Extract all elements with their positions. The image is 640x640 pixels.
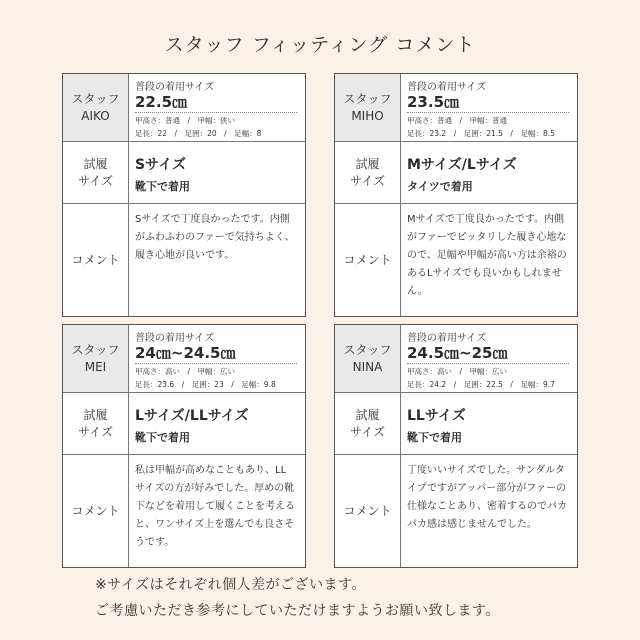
staff-name: AIKO <box>81 108 110 123</box>
dotted-divider <box>135 363 297 364</box>
staff-card-aiko <box>62 73 306 317</box>
usual-size-label: 普段の着用サイズ <box>135 82 215 93</box>
comment-cell <box>135 455 301 567</box>
usual-size-row <box>335 325 577 393</box>
trial-size-cell <box>407 393 573 454</box>
comment-label: コメント <box>343 503 392 518</box>
usual-size-row <box>63 325 305 393</box>
usual-size-row <box>335 74 577 142</box>
page-title: スタッフ フィッティング コメント <box>164 34 476 56</box>
trial-label-2: サイズ <box>349 424 386 439</box>
trial-label-cell <box>335 142 401 203</box>
usual-size-label: 普段の着用サイズ <box>135 333 215 344</box>
trial-size-value: Mサイズ/Lサイズ <box>407 157 517 173</box>
comment-text: Sサイズで丁度良かったです。内側がふわふわのファーで気持ちよく、履き心地が良いです。 <box>135 214 295 261</box>
usual-size-cell <box>135 74 301 141</box>
trial-label-cell <box>63 393 129 454</box>
dotted-divider <box>407 112 569 113</box>
trial-label-2: サイズ <box>349 173 386 188</box>
usual-size-label: 普段の着用サイズ <box>407 82 487 93</box>
foot-measure: 足長：23.6 / 足囲：23 / 足幅：9.8 <box>135 380 276 389</box>
usual-size-cell <box>407 325 573 392</box>
trial-label-cell <box>63 142 129 203</box>
usual-size-value: 24.5㎝~25㎝ <box>407 344 508 362</box>
usual-size-value: 24㎝~24.5㎝ <box>135 344 236 362</box>
staff-name: MEI <box>84 359 107 374</box>
comment-cell <box>135 204 301 316</box>
staff-name: MIHO <box>351 108 384 123</box>
comment-row <box>63 204 305 316</box>
comment-cell <box>407 455 573 567</box>
usual-size-label: 普段の着用サイズ <box>407 333 487 344</box>
trial-size-note: 靴下で着用 <box>135 180 190 193</box>
instep-measure: 甲高さ：高い / 甲幅：広い <box>407 367 508 376</box>
trial-size-row <box>63 393 305 455</box>
trial-size-cell <box>135 142 301 203</box>
trial-label-1: 試履 <box>83 407 108 422</box>
reference-note: ご考慮いただき参考にしていただけますようお願い致します。 <box>95 603 500 619</box>
comment-label: コメント <box>343 252 392 267</box>
trial-size-note: 靴下で着用 <box>407 431 462 444</box>
staff-label: スタッフ <box>343 91 392 106</box>
comment-text: Mサイズで丁度良かったです。内側がファーでピッタリした履き心地なので、足幅や甲幅が高い方は余裕のあるLサイズでも良いかもしれません。 <box>407 214 567 297</box>
comment-label: コメント <box>71 503 120 518</box>
size-disclaimer: ※サイズはそれぞれ個人差がございます。 <box>95 577 366 593</box>
usual-size-cell <box>407 74 573 141</box>
trial-label-1: 試履 <box>355 407 380 422</box>
comment-row <box>335 455 577 567</box>
comment-text: 丁度いいサイズでした。サンダルタイプですがアッパー部分がファーの仕様なことあり、密着するのでパカパカ感は感じませんでした。 <box>407 465 567 530</box>
instep-measure: 甲高さ：高い / 甲幅：広い <box>135 367 236 376</box>
staff-card-miho <box>334 73 578 317</box>
foot-measure: 足長：22 / 足囲：20 / 足幅：8 <box>135 129 262 138</box>
trial-size-note: 靴下で着用 <box>135 431 190 444</box>
staff-label-cell <box>63 74 129 141</box>
comment-row <box>63 455 305 567</box>
trial-label-2: サイズ <box>77 424 114 439</box>
staff-label: スタッフ <box>343 342 392 357</box>
comment-text: 私は甲幅が高めなこともあり、LLサイズの方が好みでした。厚めの靴下などを着用して履くことを考えると、ワンサイズ上を選んでも良さそうです。 <box>135 465 295 548</box>
staff-label: スタッフ <box>71 342 120 357</box>
staff-label-cell <box>63 325 129 392</box>
staff-card-nina <box>334 324 578 568</box>
instep-measure: 甲高さ：普通 / 甲幅：狭い <box>135 116 236 125</box>
usual-size-cell <box>135 325 301 392</box>
comment-row <box>335 204 577 316</box>
comment-label: コメント <box>71 252 120 267</box>
staff-card-mei <box>62 324 306 568</box>
trial-size-row <box>63 142 305 204</box>
comment-label-cell <box>335 204 401 316</box>
usual-size-row <box>63 74 305 142</box>
foot-measure: 足長：24.2 / 足囲：22.5 / 足幅：9.7 <box>407 380 555 389</box>
comment-label-cell <box>63 204 129 316</box>
trial-size-cell <box>135 393 301 454</box>
trial-size-value: LLサイズ <box>407 408 466 424</box>
trial-size-cell <box>407 142 573 203</box>
dotted-divider <box>135 112 297 113</box>
trial-label-2: サイズ <box>77 173 114 188</box>
staff-label: スタッフ <box>71 91 120 106</box>
trial-size-value: Lサイズ/LLサイズ <box>135 408 249 424</box>
usual-size-value: 23.5㎝ <box>407 93 460 111</box>
staff-label-cell <box>335 74 401 141</box>
instep-measure: 甲高さ：普通 / 甲幅：普通 <box>407 116 508 125</box>
dotted-divider <box>407 363 569 364</box>
staff-label-cell <box>335 325 401 392</box>
comment-cell <box>407 204 573 316</box>
usual-size-value: 22.5㎝ <box>135 93 188 111</box>
trial-size-value: Sサイズ <box>135 157 186 173</box>
trial-label-1: 試履 <box>355 156 380 171</box>
staff-name: NINA <box>352 359 383 374</box>
trial-size-row <box>335 393 577 455</box>
trial-size-note: タイツで着用 <box>407 180 473 193</box>
trial-label-cell <box>335 393 401 454</box>
trial-size-row <box>335 142 577 204</box>
comment-label-cell <box>63 455 129 567</box>
trial-label-1: 試履 <box>83 156 108 171</box>
foot-measure: 足長：23.2 / 足囲：21.5 / 足幅：8.5 <box>407 129 555 138</box>
comment-label-cell <box>335 455 401 567</box>
